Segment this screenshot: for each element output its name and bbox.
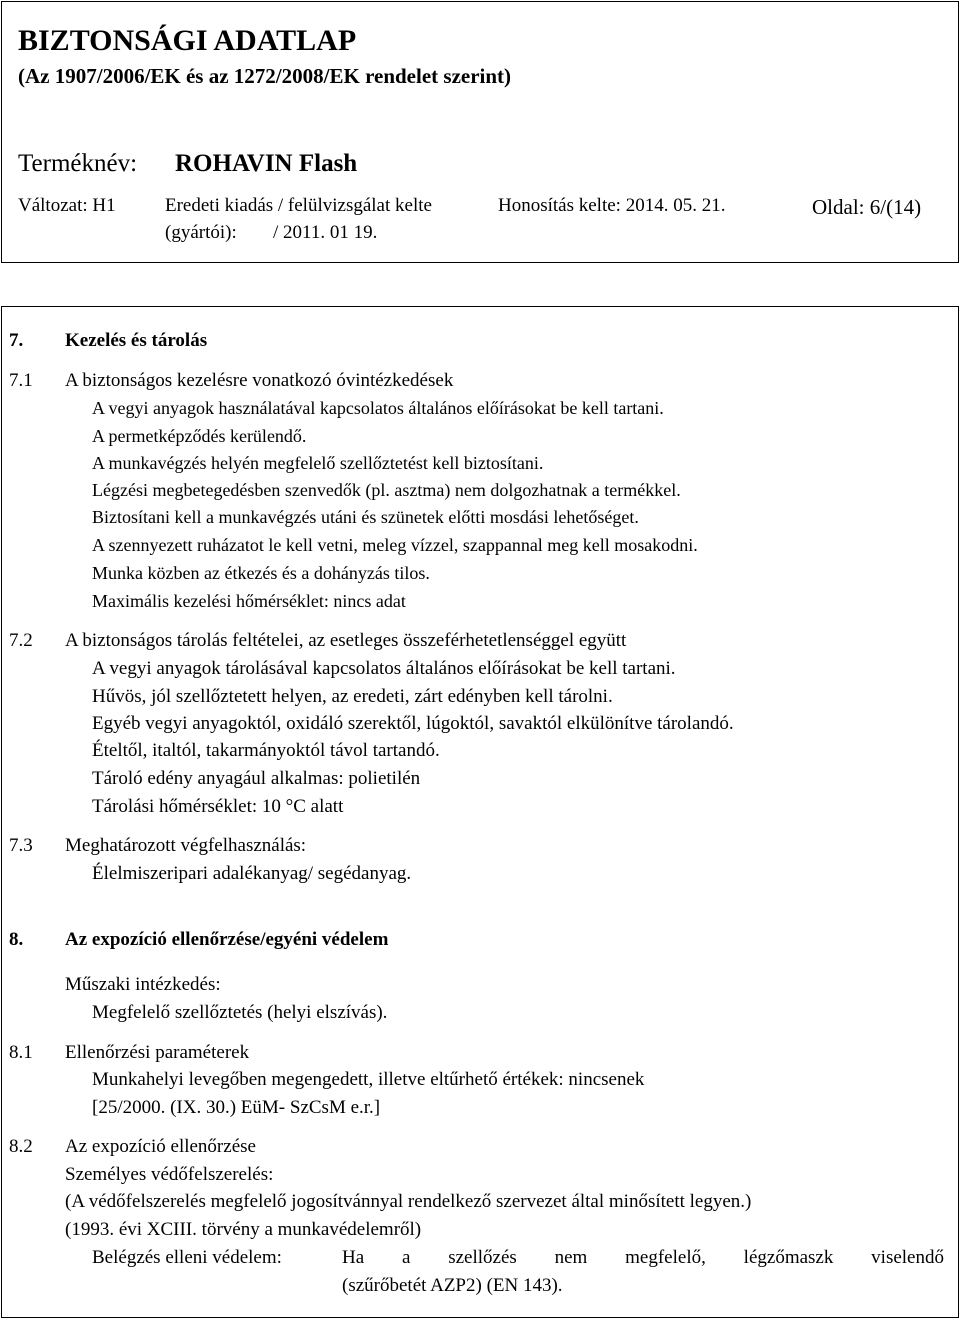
law-note: (1993. évi XCIII. törvény a munkavédelemről): [65, 1219, 422, 1240]
section-7-1-number: 7.1: [9, 370, 33, 391]
section-7-3-title: Meghatározott végfelhasználás:: [65, 835, 307, 856]
storage-line: Tárolási hőmérséklet: 10 °C alatt: [92, 796, 344, 817]
issue-label-2: (gyártói):: [165, 222, 237, 243]
storage-line: A vegyi anyagok tárolásával kapcsolatos általános előírásokat be kell tartani.: [92, 658, 676, 679]
handling-line: Munka közben az étkezés és a dohányzás tilos.: [92, 563, 430, 583]
resp-word: a: [401, 1247, 411, 1268]
product-label: Terméknév:: [18, 150, 138, 177]
storage-line: Egyéb vegyi anyagoktól, oxidáló szerektől, lúgoktól, savaktól elkülönítve tárolandó.: [92, 713, 734, 734]
section-7-2-title: A biztonságos tárolás feltételei, az esetleges összeférhetetlenséggel együtt: [65, 630, 627, 651]
storage-line: Ételtől, italtól, takarmányoktól távol tartandó.: [92, 740, 440, 761]
storage-line: Tároló edény anyagául alkalmas: polietilén: [92, 768, 421, 789]
version: Változat: H1: [18, 195, 116, 216]
resp-word: nem: [554, 1247, 588, 1268]
ppe-note: (A védőfelszerelés megfelelő jogosítvánnyal rendelkező szervezet által minősített legyen.): [65, 1191, 752, 1212]
section-8-1-title: Ellenőrzési paraméterek: [65, 1042, 250, 1063]
section-8-2-number: 8.2: [9, 1136, 33, 1157]
resp-word: viselendő: [871, 1247, 944, 1268]
section-7-2-number: 7.2: [9, 630, 33, 651]
resp-word: megfelelő,: [625, 1247, 706, 1268]
document-subtitle: (Az 1907/2006/EK és az 1272/2008/EK rendelet szerint): [18, 64, 512, 88]
resp-word: szellőzés: [448, 1247, 517, 1268]
technical-measures-label: Műszaki intézkedés:: [65, 974, 221, 995]
handling-line: Maximális kezelési hőmérséklet: nincs adat: [92, 591, 406, 611]
handling-line: A vegyi anyagok használatával kapcsolatos általános előírásokat be kell tartani.: [92, 398, 664, 418]
issue-date: / 2011. 01 19.: [273, 222, 378, 243]
section-8-1-number: 8.1: [9, 1042, 33, 1063]
handling-line: A permetképződés kerülendő.: [92, 426, 307, 446]
storage-line: Hűvös, jól szellőztetett helyen, az eredeti, zárt edényben kell tárolni.: [92, 686, 613, 707]
section-7-heading: Kezelés és tárolás: [65, 330, 208, 351]
end-use-line: Élelmiszeripari adalékanyag/ segédanyag.: [92, 863, 412, 884]
issue-label: Eredeti kiadás / felülvizsgálat kelte: [165, 195, 432, 216]
section-8-heading: Az expozíció ellenőrzése/egyéni védelem: [65, 929, 389, 950]
respiratory-protection-label: Belégzés elleni védelem:: [92, 1247, 282, 1268]
handling-line: A szennyezett ruházatot le kell vetni, meleg vízzel, szappannal meg kell mosakodni.: [92, 535, 698, 555]
ppe-label: Személyes védőfelszerelés:: [65, 1164, 274, 1185]
document-title: BIZTONSÁGI ADATLAP: [18, 24, 357, 57]
handling-line: Biztosítani kell a munkavégzés utáni és szünetek előtti mosdási lehetőséget.: [92, 507, 639, 527]
resp-word: Ha: [342, 1247, 365, 1268]
handling-line: A munkavégzés helyén megfelelő szellőztetést kell biztosítani.: [92, 453, 544, 473]
page-number: Oldal: 6/(14): [812, 195, 922, 219]
technical-measures-value: Megfelelő szellőztetés (helyi elszívás).: [92, 1002, 388, 1023]
regulation-reference: [25/2000. (IX. 30.) EüM- SzCsM e.r.]: [92, 1097, 381, 1118]
handling-line: Légzési megbetegedésben szenvedők (pl. asztma) nem dolgozhatnak a termékkel.: [92, 480, 681, 500]
section-8-number: 8.: [9, 929, 24, 950]
section-7-number: 7.: [9, 330, 24, 351]
section-8-2-title: Az expozíció ellenőrzése: [65, 1136, 256, 1157]
section-7-3-number: 7.3: [9, 835, 33, 856]
resp-word: légzőmaszk: [743, 1247, 834, 1268]
respiratory-protection-text: [342, 1247, 944, 1269]
exposure-limit-line: Munkahelyi levegőben megengedett, illetve eltűrhető értékek: nincsenek: [92, 1069, 645, 1090]
product-name: ROHAVIN Flash: [175, 150, 358, 177]
respiratory-protection-filter: (szűrőbetét AZP2) (EN 143).: [342, 1275, 563, 1296]
localization-date: Honosítás kelte: 2014. 05. 21.: [498, 195, 726, 216]
section-7-1-title: A biztonságos kezelésre vonatkozó óvintézkedések: [65, 370, 454, 391]
